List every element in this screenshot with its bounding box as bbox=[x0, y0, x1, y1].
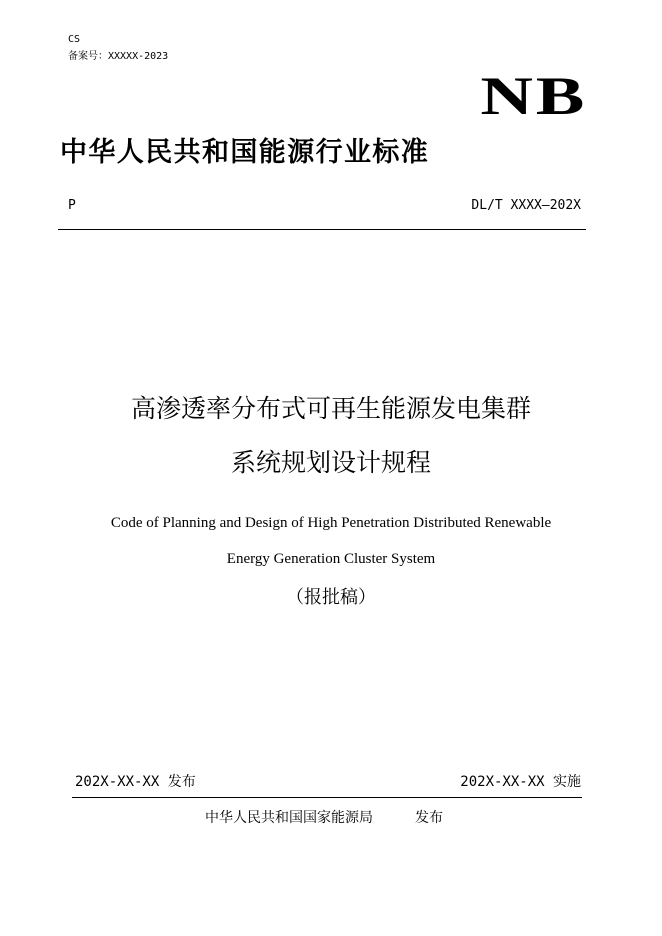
implement-date: 202X-XX-XX 实施 bbox=[460, 774, 581, 790]
publish-date: 202X-XX-XX 发布 bbox=[75, 774, 196, 790]
english-title-line1: Code of Planning and Design of High Penetration Distributed Renewable bbox=[110, 515, 552, 531]
standard-name: 中华人民共和国能源行业标准 bbox=[60, 137, 430, 168]
issuing-authority: 中华人民共和国国家能源局 bbox=[205, 810, 373, 826]
issue-label: 发布 bbox=[415, 810, 443, 826]
document-number: DL/T XXXX—202X bbox=[471, 198, 581, 213]
document-title-line1: 高渗透率分布式可再生能源发电集群 bbox=[130, 394, 531, 423]
classification-code: P bbox=[68, 198, 76, 213]
ics-code: CS bbox=[68, 34, 81, 45]
document-title-line2: 系统规划设计规程 bbox=[230, 448, 431, 477]
record-number: 备案号：XXXXX-2023 bbox=[68, 51, 169, 62]
footer-divider bbox=[72, 797, 582, 798]
header-divider bbox=[58, 229, 586, 230]
draft-status: （报批稿） bbox=[286, 587, 376, 608]
english-title-line2: Energy Generation Cluster System bbox=[226, 551, 436, 567]
nb-logo: NB bbox=[480, 66, 587, 126]
